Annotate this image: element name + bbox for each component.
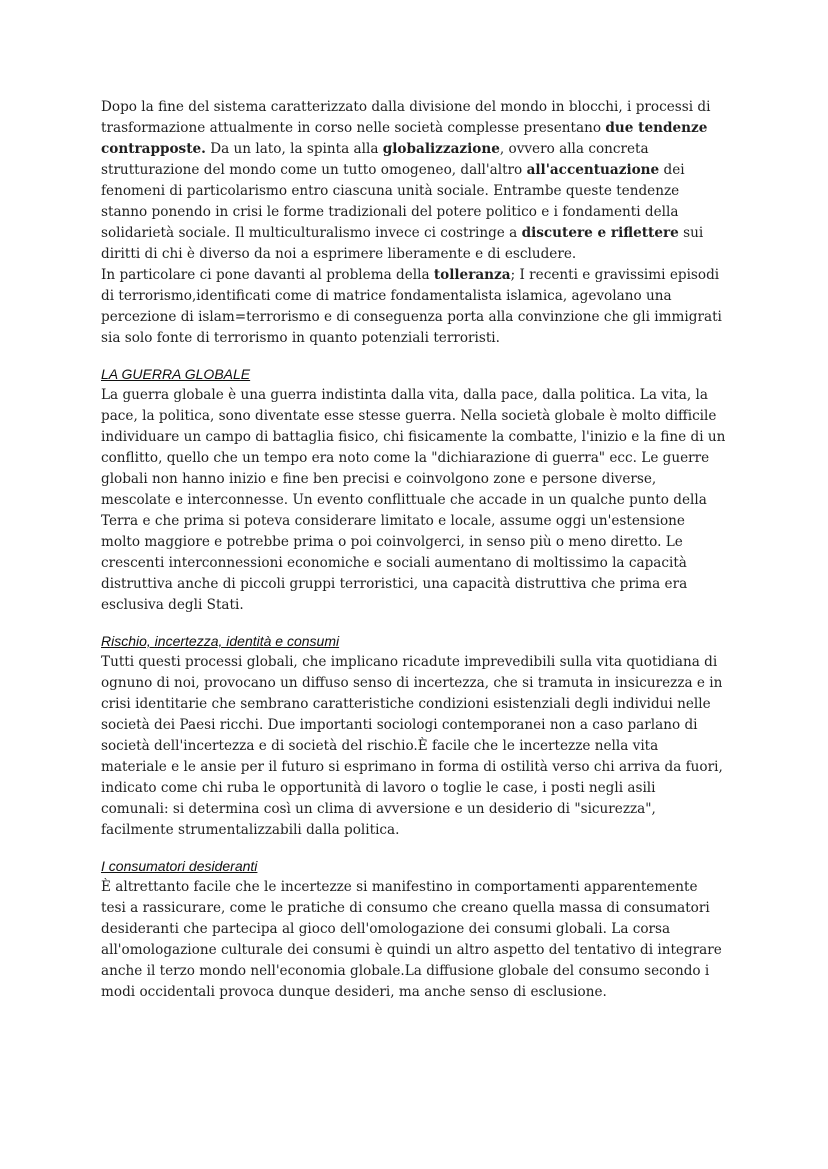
tolleranza-text-1: In particolare ci pone davanti al problema della <box>101 267 434 283</box>
bold-tolleranza: tolleranza <box>433 267 511 283</box>
section-body-consumatori: È altrettanto facile che le incertezze si manifestino in comportamenti apparentemente tesi a rassicurare, come le pratiche di consumo che creano quella massa di consumatori desideranti che partecipa al gioco dell'omologazione dei consumi globali. La corsa all'omologazione culturale dei consumi è quindi un altro aspetto del tentativo di integrare anche il terzo mondo nell'economia globale.La diffusione globale del consumo secondo i modi occidentali provoca dunque desideri, ma anche senso di esclusione. <box>101 879 722 1000</box>
bold-due-tendenze: due tendenze contrapposte. <box>101 120 708 157</box>
bold-discutere-riflettere: discutere e riflettere <box>521 225 679 241</box>
bold-globalizzazione: globalizzazione <box>382 141 500 157</box>
intro-paragraph <box>101 97 726 265</box>
section-heading-rischio: Rischio, incertezza, identità e consumi <box>101 633 340 649</box>
intro-text-5: sui diritti di chi è diverso da noi a esprimere liberamente e di escludere. <box>101 225 704 262</box>
section-heading-guerra-globale: LA GUERRA GLOBALE <box>101 366 251 382</box>
tolleranza-paragraph <box>101 265 726 349</box>
document-page <box>101 97 726 1003</box>
intro-text-3: , ovvero alla concreta strutturazione del mondo come un tutto omogeneo, dall'altro <box>101 141 649 178</box>
bold-accentuazione: all'accentuazione <box>526 162 660 178</box>
intro-text-2: Da un lato, la spinta alla <box>205 141 383 157</box>
tolleranza-text-2: ; I recenti e gravissimi episodi di terrorismo,identificati come di matrice fondamentalista islamica, agevolano una percezione di islam=terrorismo e di conseguenza porta alla convinzione che gli immigrati sia solo fonte di terrorismo in quanto potenziali terroristi. <box>101 267 722 346</box>
section-body-rischio: Tutti questi processi globali, che implicano ricadute imprevedibili sulla vita quotidiana di ognuno di noi, provocano un diffuso senso di incertezza, che si tramuta in insicurezza e in crisi identitarie che sembrano caratteristiche condizioni esistenziali degli individui nelle società dei Paesi ricchi. Due importanti sociologi contemporanei non a caso parlano di società dell'incertezza e di società del rischio.È facile che le incertezze nella vita materiale e le ansie per il futuro si esprimano in forma di ostilità verso chi arriva da fuori, indicato come chi ruba le opportunità di lavoro o toglie le case, i posti negli asili comunali: si determina così un clima di avversione e un desiderio di "sicurezza", facilmente strumentalizzabili dalla politica. <box>101 654 723 838</box>
section-heading-consumatori: I consumatori desideranti <box>101 858 258 874</box>
intro-text-4: dei fenomeni di particolarismo entro ciascuna unità sociale. Entrambe queste tendenze stanno ponendo in crisi le forme tradizionali del potere politico e i fondamenti della solidarietà sociale. Il multiculturalismo invece ci costringe a <box>101 162 685 241</box>
section-body-guerra-globale: La guerra globale è una guerra indistinta dalla vita, dalla pace, dalla politica. La vita, la pace, la politica, sono diventate esse stesse guerra. Nella società globale è molto difficile individuare un campo di battaglia fisico, chi fisicamente la combatte, l'inizio e la fine di un conflitto, quello che un tempo era noto come la "dichiarazione di guerra" ecc. Le guerre globali non hanno inizio e fine ben precisi e coinvolgono zone e persone diverse, mescolate e interconnesse. Un evento conflittuale che accade in un qualche punto della Terra e che prima si poteva considerare limitato e locale, assume oggi un'estensione molto maggiore e potrebbe prima o poi coinvolgerci, in senso più o meno diretto. Le crescenti interconnessioni economiche e sociali aumentano di moltissimo la capacità distruttiva anche di piccoli gruppi terroristici, una capacità distruttiva che prima era esclusiva degli Stati. <box>101 387 726 613</box>
intro-text-1: Dopo la fine del sistema caratterizzato dalla divisione del mondo in blocchi, i processi di trasformazione attualmente in corso nelle società complesse presentano <box>101 99 711 136</box>
